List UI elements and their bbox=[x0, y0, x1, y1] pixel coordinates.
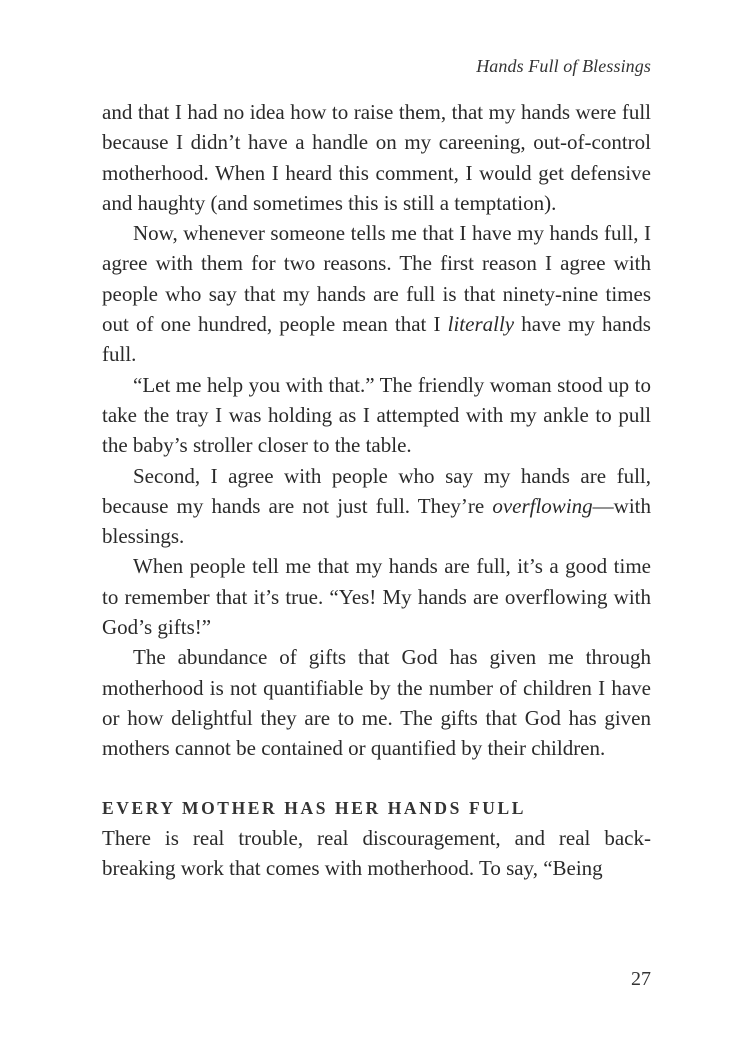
emphasis-text: overflowing bbox=[492, 493, 593, 518]
section-paragraph bbox=[102, 823, 651, 884]
paragraph-5 bbox=[102, 551, 651, 642]
paragraph-6 bbox=[102, 642, 651, 763]
paragraph-text: and that I had no idea how to raise them, that my hands were full because I didn’t have a handle on my careening, out-of-control motherhood. When I heard this comment, I would get defensive and haughty (and sometimes this is still a temptation). bbox=[102, 100, 651, 215]
paragraph-text: The abundance of gifts that God has given me through motherhood is not quantifiable by the number of children I have or how delightful they are to me. The gifts that God has given mothers cannot be contained or quantified by their children. bbox=[102, 645, 651, 761]
paragraph-text: When people tell me that my hands are full, it’s a good time to remember that it’s true. “Yes! My hands are overflowing with God’s gifts!” bbox=[102, 554, 651, 640]
paragraph-2 bbox=[102, 218, 651, 369]
paragraph-text: “Let me help you with that.” The friendly woman stood up to take the tray I was holding as I attempted with my ankle to pull the baby’s stroller closer to the table. bbox=[102, 372, 651, 458]
paragraph-4 bbox=[102, 461, 651, 552]
paragraph-text: There is real trouble, real discouragement, and real back-breaking work that comes with motherhood. To say, “Being bbox=[102, 825, 651, 880]
page-number: 27 bbox=[631, 968, 651, 990]
emphasis-text: literally bbox=[447, 312, 515, 337]
running-head: Hands Full of Blessings bbox=[476, 56, 651, 76]
section-heading: EVERY MOTHER HAS HER HANDS FULL bbox=[102, 797, 527, 818]
paragraph-text: have my hands full. bbox=[102, 312, 651, 367]
paragraph-text: —with blessings. bbox=[102, 493, 651, 549]
paragraph-text: Second, I agree with people who say my hands are full, because my hands are not just full. They’re bbox=[102, 463, 651, 518]
paragraph-text: Now, whenever someone tells me that I have my hands full, I agree with them for two reasons. The first reason I agree with people who say that my hands are full is that ninety-nine times out of one hundred, people mean that I bbox=[102, 221, 651, 337]
paragraph-3 bbox=[102, 370, 651, 461]
body-text bbox=[102, 97, 651, 883]
paragraph-1 bbox=[102, 97, 651, 218]
